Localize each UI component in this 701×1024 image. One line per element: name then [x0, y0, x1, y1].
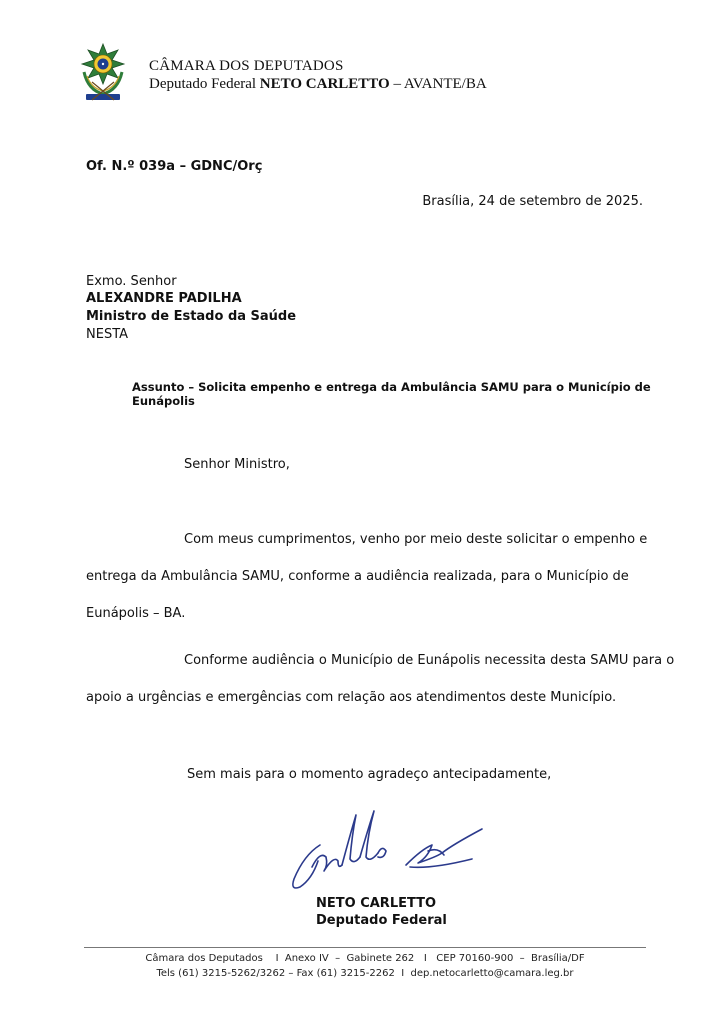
- footer-address: Câmara dos Deputados I Anexo IV – Gabinete 262 I CEP 70160-900 – Brasília/DF: [145, 953, 585, 964]
- place-date: Brasília, 24 de setembro de 2025.: [422, 194, 643, 209]
- paragraph-2-line-1: Conforme audiência o Município de Eunápolis necessita desta SAMU para o: [184, 653, 675, 668]
- closing-line: Sem mais para o momento agradeço antecipadamente,: [187, 767, 552, 782]
- recipient-salutation: Exmo. Senhor: [86, 274, 177, 289]
- handwritten-signature: [282, 805, 502, 897]
- deputy-prefix: Deputado Federal: [149, 76, 257, 92]
- paragraph-1-line-1: Com meus cumprimentos, venho por meio deste solicitar o empenho e: [184, 532, 648, 547]
- paragraph-1-line-3: Eunápolis – BA.: [86, 606, 186, 621]
- footer-contact: Tels (61) 3215-5262/3262 – Fax (61) 3215-2262 I dep.netocarletto@camara.leg.br: [156, 968, 574, 979]
- signer-name: NETO CARLETTO: [316, 896, 437, 911]
- deputy-line: [149, 76, 487, 93]
- paragraph-1-line-2: entrega da Ambulância SAMU, conforme a audiência realizada, para o Município de: [86, 569, 629, 584]
- document-reference: Of. N.º 039a – GDNC/Orç: [86, 159, 263, 174]
- subject-line: Assunto – Solicita empenho e entrega da Ambulância SAMU para o Município de Eunápolis: [132, 380, 651, 408]
- recipient-location: NESTA: [86, 327, 129, 342]
- footer-divider: [84, 947, 646, 948]
- institution-name: CÂMARA DOS DEPUTADOS: [149, 58, 344, 74]
- deputy-party: – AVANTE/BA: [393, 76, 487, 92]
- recipient-name: ALEXANDRE PADILHA: [86, 291, 242, 306]
- greeting: Senhor Ministro,: [184, 457, 290, 472]
- paragraph-2-line-2: apoio a urgências e emergências com relação aos atendimentos deste Município.: [86, 690, 617, 705]
- signer-title: Deputado Federal: [316, 913, 447, 928]
- coat-of-arms-logo: [78, 42, 128, 106]
- recipient-title: Ministro de Estado da Saúde: [86, 309, 297, 324]
- deputy-name: NETO CARLETTO: [259, 76, 390, 92]
